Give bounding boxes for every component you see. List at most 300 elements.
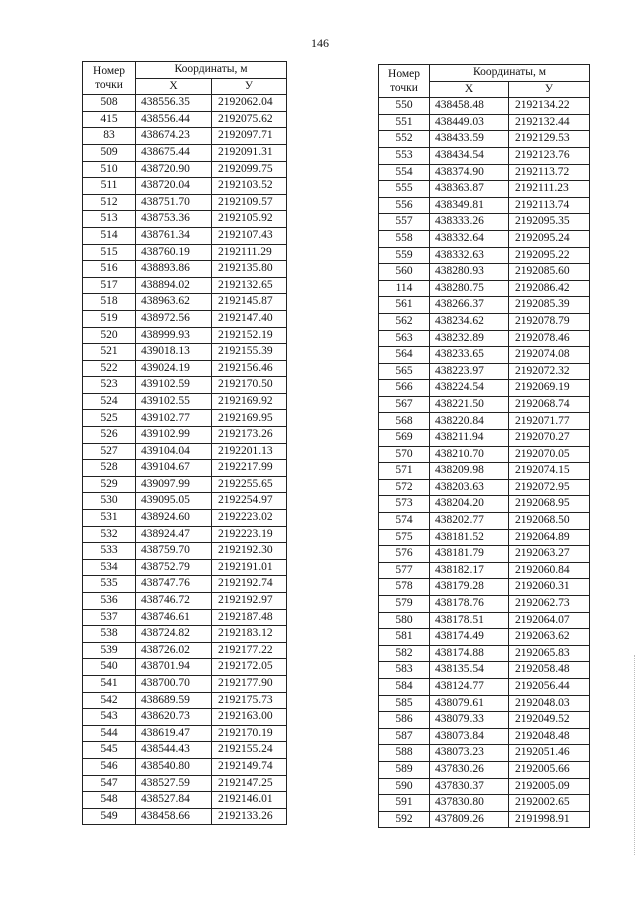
y-coordinate-cell: 2192072.95 — [509, 479, 590, 496]
y-coordinate-cell: 2192111.29 — [212, 244, 287, 261]
point-number-cell: 563 — [379, 330, 430, 347]
y-coordinate-cell: 2192133.26 — [212, 808, 287, 825]
x-coordinate-cell: 437830.26 — [430, 761, 509, 778]
table-row — [83, 178, 287, 195]
point-number-cell: 579 — [379, 596, 430, 613]
y-coordinate-cell: 2192078.46 — [509, 330, 590, 347]
point-number-cell: 567 — [379, 396, 430, 413]
x-coordinate-cell: 438203.63 — [430, 479, 509, 496]
point-number-cell: 576 — [379, 546, 430, 563]
x-coordinate-cell: 438174.49 — [430, 629, 509, 646]
table-row — [379, 264, 590, 281]
y-coordinate-cell: 2192223.02 — [212, 510, 287, 527]
table-row — [83, 427, 287, 444]
point-number-cell: 556 — [379, 197, 430, 214]
point-number-cell: 529 — [83, 476, 136, 493]
y-coordinate-cell: 2192068.95 — [509, 496, 590, 513]
point-number-cell: 114 — [379, 280, 430, 297]
x-coordinate-cell: 438527.59 — [136, 775, 212, 792]
point-number-cell: 560 — [379, 264, 430, 281]
x-coordinate-cell: 439104.04 — [136, 443, 212, 460]
point-number-cell: 562 — [379, 313, 430, 330]
y-coordinate-cell: 2192048.48 — [509, 728, 590, 745]
header-number-line1: Номер — [388, 67, 420, 80]
table-row — [83, 576, 287, 593]
table-row — [379, 463, 590, 480]
y-coordinate-cell: 2192134.22 — [509, 98, 590, 115]
table-row — [379, 297, 590, 314]
y-coordinate-cell: 2192192.97 — [212, 593, 287, 610]
point-number-cell: 591 — [379, 795, 430, 812]
y-coordinate-cell: 2192147.25 — [212, 775, 287, 792]
y-coordinate-cell: 2192065.83 — [509, 645, 590, 662]
table-row — [83, 742, 287, 759]
x-coordinate-cell: 439104.67 — [136, 460, 212, 477]
point-number-cell: 525 — [83, 410, 136, 427]
table-row — [83, 559, 287, 576]
table-row — [83, 725, 287, 742]
table-row — [83, 310, 287, 327]
y-coordinate-cell: 2192069.19 — [509, 380, 590, 397]
x-coordinate-cell: 438178.51 — [430, 612, 509, 629]
x-coordinate-cell: 438434.54 — [430, 147, 509, 164]
x-coordinate-cell: 438124.77 — [430, 678, 509, 695]
y-coordinate-cell: 2192086.42 — [509, 280, 590, 297]
x-coordinate-cell: 438073.84 — [430, 728, 509, 745]
point-number-cell: 546 — [83, 758, 136, 775]
point-number-cell: 561 — [379, 297, 430, 314]
y-coordinate-cell: 2192074.15 — [509, 463, 590, 480]
point-number-cell: 539 — [83, 642, 136, 659]
y-coordinate-cell: 2191998.91 — [509, 811, 590, 828]
x-coordinate-cell: 438202.77 — [430, 513, 509, 530]
table-row — [83, 277, 287, 294]
point-number-cell: 549 — [83, 808, 136, 825]
point-number-cell: 547 — [83, 775, 136, 792]
y-coordinate-cell: 2192070.05 — [509, 446, 590, 463]
table-row — [83, 393, 287, 410]
table-row — [83, 128, 287, 145]
point-number-cell: 517 — [83, 277, 136, 294]
table-row — [379, 546, 590, 563]
table-row — [83, 510, 287, 527]
x-coordinate-cell: 438746.61 — [136, 609, 212, 626]
point-number-cell: 578 — [379, 579, 430, 596]
x-coordinate-cell: 438181.79 — [430, 546, 509, 563]
header-point-number — [83, 62, 136, 95]
table-row — [379, 430, 590, 447]
point-number-cell: 550 — [379, 98, 430, 115]
x-coordinate-cell: 438752.79 — [136, 559, 212, 576]
y-coordinate-cell: 2192146.01 — [212, 792, 287, 809]
x-coordinate-cell: 438332.63 — [430, 247, 509, 264]
y-coordinate-cell: 2192095.35 — [509, 214, 590, 231]
point-number-cell: 510 — [83, 161, 136, 178]
table-row — [83, 211, 287, 228]
y-coordinate-cell: 2192170.50 — [212, 377, 287, 394]
y-coordinate-cell: 2192097.71 — [212, 128, 287, 145]
point-number-cell: 551 — [379, 114, 430, 131]
y-coordinate-cell: 2192068.50 — [509, 513, 590, 530]
x-coordinate-cell: 437830.37 — [430, 778, 509, 795]
x-coordinate-cell: 438963.62 — [136, 294, 212, 311]
table-row — [83, 460, 287, 477]
point-number-cell: 543 — [83, 709, 136, 726]
header-coordinates: Координаты, м — [136, 62, 287, 79]
table-row — [379, 98, 590, 115]
x-coordinate-cell: 438179.28 — [430, 579, 509, 596]
table-row — [379, 230, 590, 247]
page-number: 146 — [311, 36, 329, 50]
y-coordinate-cell: 2192175.73 — [212, 692, 287, 709]
x-coordinate-cell: 439024.19 — [136, 360, 212, 377]
x-coordinate-cell: 439102.77 — [136, 410, 212, 427]
table-row — [379, 496, 590, 513]
point-number-cell: 532 — [83, 526, 136, 543]
table-row — [379, 380, 590, 397]
y-coordinate-cell: 2192070.27 — [509, 430, 590, 447]
header-row — [83, 62, 287, 79]
y-coordinate-cell: 2192172.05 — [212, 659, 287, 676]
y-coordinate-cell: 2192217.99 — [212, 460, 287, 477]
x-coordinate-cell: 438079.33 — [430, 712, 509, 729]
x-coordinate-cell: 438449.03 — [430, 114, 509, 131]
x-coordinate-cell: 439102.55 — [136, 393, 212, 410]
table-row — [83, 327, 287, 344]
point-number-cell: 577 — [379, 562, 430, 579]
table-row — [83, 758, 287, 775]
x-coordinate-cell: 438619.47 — [136, 725, 212, 742]
y-coordinate-cell: 2192132.65 — [212, 277, 287, 294]
table-row — [379, 147, 590, 164]
point-number-cell: 527 — [83, 443, 136, 460]
table-row — [83, 95, 287, 112]
x-coordinate-cell: 438374.90 — [430, 164, 509, 181]
y-coordinate-cell: 2192002.65 — [509, 795, 590, 812]
table-row — [379, 612, 590, 629]
y-coordinate-cell: 2192095.24 — [509, 230, 590, 247]
table-row — [83, 526, 287, 543]
x-coordinate-cell: 439102.99 — [136, 427, 212, 444]
point-number-cell: 574 — [379, 513, 430, 530]
y-coordinate-cell: 2192255.65 — [212, 476, 287, 493]
table-row — [379, 479, 590, 496]
x-coordinate-cell: 438760.19 — [136, 244, 212, 261]
x-coordinate-cell: 438720.90 — [136, 161, 212, 178]
point-number-cell: 569 — [379, 430, 430, 447]
y-coordinate-cell: 2192129.53 — [509, 131, 590, 148]
header-number-line1: Номер — [93, 64, 125, 77]
point-number-cell: 580 — [379, 612, 430, 629]
x-coordinate-cell: 438675.44 — [136, 144, 212, 161]
y-coordinate-cell: 2192064.89 — [509, 529, 590, 546]
header-point-number — [379, 65, 430, 98]
x-coordinate-cell: 438458.48 — [430, 98, 509, 115]
table-row — [83, 675, 287, 692]
y-coordinate-cell: 2192156.46 — [212, 360, 287, 377]
point-number-cell: 583 — [379, 662, 430, 679]
x-coordinate-cell: 438073.23 — [430, 745, 509, 762]
point-number-cell: 508 — [83, 95, 136, 112]
x-coordinate-cell: 438540.80 — [136, 758, 212, 775]
x-coordinate-cell: 438233.65 — [430, 347, 509, 364]
table-row — [83, 775, 287, 792]
x-coordinate-cell: 438181.52 — [430, 529, 509, 546]
x-coordinate-cell: 438204.20 — [430, 496, 509, 513]
y-coordinate-cell: 2192005.09 — [509, 778, 590, 795]
x-coordinate-cell: 438720.04 — [136, 178, 212, 195]
y-coordinate-cell: 2192091.31 — [212, 144, 287, 161]
table-row — [83, 808, 287, 825]
table-row — [379, 695, 590, 712]
table-row — [379, 712, 590, 729]
x-coordinate-cell: 438332.64 — [430, 230, 509, 247]
table-row — [83, 144, 287, 161]
table-row — [379, 347, 590, 364]
point-number-cell: 518 — [83, 294, 136, 311]
header-row — [379, 65, 590, 82]
point-number-cell: 573 — [379, 496, 430, 513]
y-coordinate-cell: 2192173.26 — [212, 427, 287, 444]
header-x: X — [136, 78, 212, 95]
y-coordinate-cell: 2192107.43 — [212, 227, 287, 244]
x-coordinate-cell: 438924.47 — [136, 526, 212, 543]
point-number-cell: 538 — [83, 626, 136, 643]
x-coordinate-cell: 439095.05 — [136, 493, 212, 510]
y-coordinate-cell: 2192085.39 — [509, 297, 590, 314]
table-row — [83, 659, 287, 676]
point-number-cell: 586 — [379, 712, 430, 729]
table-row — [379, 811, 590, 828]
point-number-cell: 513 — [83, 211, 136, 228]
y-coordinate-cell: 2192170.19 — [212, 725, 287, 742]
x-coordinate-cell: 438746.72 — [136, 593, 212, 610]
x-coordinate-cell: 438178.76 — [430, 596, 509, 613]
point-number-cell: 536 — [83, 593, 136, 610]
x-coordinate-cell: 438135.54 — [430, 662, 509, 679]
x-coordinate-cell: 438333.26 — [430, 214, 509, 231]
x-coordinate-cell: 438079.61 — [430, 695, 509, 712]
point-number-cell: 571 — [379, 463, 430, 480]
point-number-cell: 570 — [379, 446, 430, 463]
table-row — [83, 244, 287, 261]
y-coordinate-cell: 2192113.74 — [509, 197, 590, 214]
y-coordinate-cell: 2192169.95 — [212, 410, 287, 427]
table-row — [379, 247, 590, 264]
header-x: X — [430, 81, 509, 98]
x-coordinate-cell: 438363.87 — [430, 181, 509, 198]
table-row — [379, 645, 590, 662]
x-coordinate-cell: 438458.66 — [136, 808, 212, 825]
y-coordinate-cell: 2192223.19 — [212, 526, 287, 543]
table-row — [379, 313, 590, 330]
x-coordinate-cell: 438726.02 — [136, 642, 212, 659]
y-coordinate-cell: 2192177.90 — [212, 675, 287, 692]
table-row — [379, 662, 590, 679]
y-coordinate-cell: 2192062.73 — [509, 596, 590, 613]
y-coordinate-cell: 2192095.22 — [509, 247, 590, 264]
y-coordinate-cell: 2192155.24 — [212, 742, 287, 759]
point-number-cell: 537 — [83, 609, 136, 626]
x-coordinate-cell: 438232.89 — [430, 330, 509, 347]
point-number-cell: 533 — [83, 543, 136, 560]
table-row — [379, 745, 590, 762]
table-row — [83, 642, 287, 659]
y-coordinate-cell: 2192183.12 — [212, 626, 287, 643]
table-row — [379, 795, 590, 812]
point-number-cell: 526 — [83, 427, 136, 444]
point-number-cell: 530 — [83, 493, 136, 510]
y-coordinate-cell: 2192051.46 — [509, 745, 590, 762]
point-number-cell: 566 — [379, 380, 430, 397]
table-row — [379, 629, 590, 646]
y-coordinate-cell: 2192169.92 — [212, 393, 287, 410]
header-coordinates: Координаты, м — [430, 65, 590, 82]
table-row — [379, 131, 590, 148]
x-coordinate-cell: 438894.02 — [136, 277, 212, 294]
x-coordinate-cell: 438689.59 — [136, 692, 212, 709]
table-row — [379, 562, 590, 579]
table-row — [379, 579, 590, 596]
table-row — [379, 280, 590, 297]
x-coordinate-cell: 438211.94 — [430, 430, 509, 447]
x-coordinate-cell: 438280.93 — [430, 264, 509, 281]
x-coordinate-cell: 438280.75 — [430, 280, 509, 297]
point-number-cell: 545 — [83, 742, 136, 759]
point-number-cell: 511 — [83, 178, 136, 195]
x-coordinate-cell: 438747.76 — [136, 576, 212, 593]
x-coordinate-cell: 438701.94 — [136, 659, 212, 676]
x-coordinate-cell: 438182.17 — [430, 562, 509, 579]
point-number-cell: 534 — [83, 559, 136, 576]
table-row — [83, 709, 287, 726]
table-row — [379, 513, 590, 530]
y-coordinate-cell: 2192145.87 — [212, 294, 287, 311]
header-y: У — [509, 81, 590, 98]
x-coordinate-cell: 438221.50 — [430, 396, 509, 413]
header-y: У — [212, 78, 287, 95]
point-number-cell: 553 — [379, 147, 430, 164]
point-number-cell: 521 — [83, 344, 136, 361]
table-row — [379, 330, 590, 347]
table-row — [379, 529, 590, 546]
y-coordinate-cell: 2192152.19 — [212, 327, 287, 344]
x-coordinate-cell: 438223.97 — [430, 363, 509, 380]
point-number-cell: 415 — [83, 111, 136, 128]
x-coordinate-cell: 438209.98 — [430, 463, 509, 480]
x-coordinate-cell: 438999.93 — [136, 327, 212, 344]
point-number-cell: 512 — [83, 194, 136, 211]
table-row — [379, 778, 590, 795]
y-coordinate-cell: 2192177.22 — [212, 642, 287, 659]
point-number-cell: 509 — [83, 144, 136, 161]
y-coordinate-cell: 2192132.44 — [509, 114, 590, 131]
point-number-cell: 531 — [83, 510, 136, 527]
x-coordinate-cell: 437830.80 — [430, 795, 509, 812]
table-row — [83, 111, 287, 128]
y-coordinate-cell: 2192063.62 — [509, 629, 590, 646]
x-coordinate-cell: 438527.84 — [136, 792, 212, 809]
point-number-cell: 554 — [379, 164, 430, 181]
y-coordinate-cell: 2192048.03 — [509, 695, 590, 712]
y-coordinate-cell: 2192005.66 — [509, 761, 590, 778]
point-number-cell: 535 — [83, 576, 136, 593]
table-row — [83, 261, 287, 278]
table-row — [83, 443, 287, 460]
y-coordinate-cell: 2192056.44 — [509, 678, 590, 695]
point-number-cell: 564 — [379, 347, 430, 364]
point-number-cell: 587 — [379, 728, 430, 745]
point-number-cell: 582 — [379, 645, 430, 662]
point-number-cell: 588 — [379, 745, 430, 762]
point-number-cell: 559 — [379, 247, 430, 264]
point-number-cell: 555 — [379, 181, 430, 198]
y-coordinate-cell: 2192254.97 — [212, 493, 287, 510]
table-row — [379, 596, 590, 613]
x-coordinate-cell: 438751.70 — [136, 194, 212, 211]
y-coordinate-cell: 2192113.72 — [509, 164, 590, 181]
point-number-cell: 523 — [83, 377, 136, 394]
point-number-cell: 581 — [379, 629, 430, 646]
table-row — [83, 493, 287, 510]
y-coordinate-cell: 2192075.62 — [212, 111, 287, 128]
y-coordinate-cell: 2192149.74 — [212, 758, 287, 775]
x-coordinate-cell: 438349.81 — [430, 197, 509, 214]
point-number-cell: 575 — [379, 529, 430, 546]
y-coordinate-cell: 2192068.74 — [509, 396, 590, 413]
table-row — [83, 626, 287, 643]
table-row — [83, 344, 287, 361]
y-coordinate-cell: 2192058.48 — [509, 662, 590, 679]
table-row — [379, 413, 590, 430]
point-number-cell: 590 — [379, 778, 430, 795]
x-coordinate-cell: 438924.60 — [136, 510, 212, 527]
y-coordinate-cell: 2192062.04 — [212, 95, 287, 112]
point-number-cell: 572 — [379, 479, 430, 496]
point-number-cell: 522 — [83, 360, 136, 377]
table-row — [83, 294, 287, 311]
y-coordinate-cell: 2192064.07 — [509, 612, 590, 629]
table-row — [83, 692, 287, 709]
table-row — [379, 214, 590, 231]
point-number-cell: 524 — [83, 393, 136, 410]
x-coordinate-cell: 438210.70 — [430, 446, 509, 463]
point-number-cell: 589 — [379, 761, 430, 778]
x-coordinate-cell: 439102.59 — [136, 377, 212, 394]
table-row — [379, 761, 590, 778]
y-coordinate-cell: 2192060.84 — [509, 562, 590, 579]
x-coordinate-cell: 438620.73 — [136, 709, 212, 726]
table-row — [83, 543, 287, 560]
x-coordinate-cell: 437809.26 — [430, 811, 509, 828]
y-coordinate-cell: 2192123.76 — [509, 147, 590, 164]
x-coordinate-cell: 439097.99 — [136, 476, 212, 493]
x-coordinate-cell: 438224.54 — [430, 380, 509, 397]
point-number-cell: 83 — [83, 128, 136, 145]
point-number-cell: 519 — [83, 310, 136, 327]
coordinates-table-left — [82, 61, 287, 825]
y-coordinate-cell: 2192163.00 — [212, 709, 287, 726]
coordinates-table-right — [378, 64, 590, 828]
y-coordinate-cell: 2192155.39 — [212, 344, 287, 361]
y-coordinate-cell: 2192109.57 — [212, 194, 287, 211]
x-coordinate-cell: 438266.37 — [430, 297, 509, 314]
table-row — [83, 161, 287, 178]
x-coordinate-cell: 438544.43 — [136, 742, 212, 759]
table-row — [83, 410, 287, 427]
table-row — [83, 593, 287, 610]
x-coordinate-cell: 438556.44 — [136, 111, 212, 128]
